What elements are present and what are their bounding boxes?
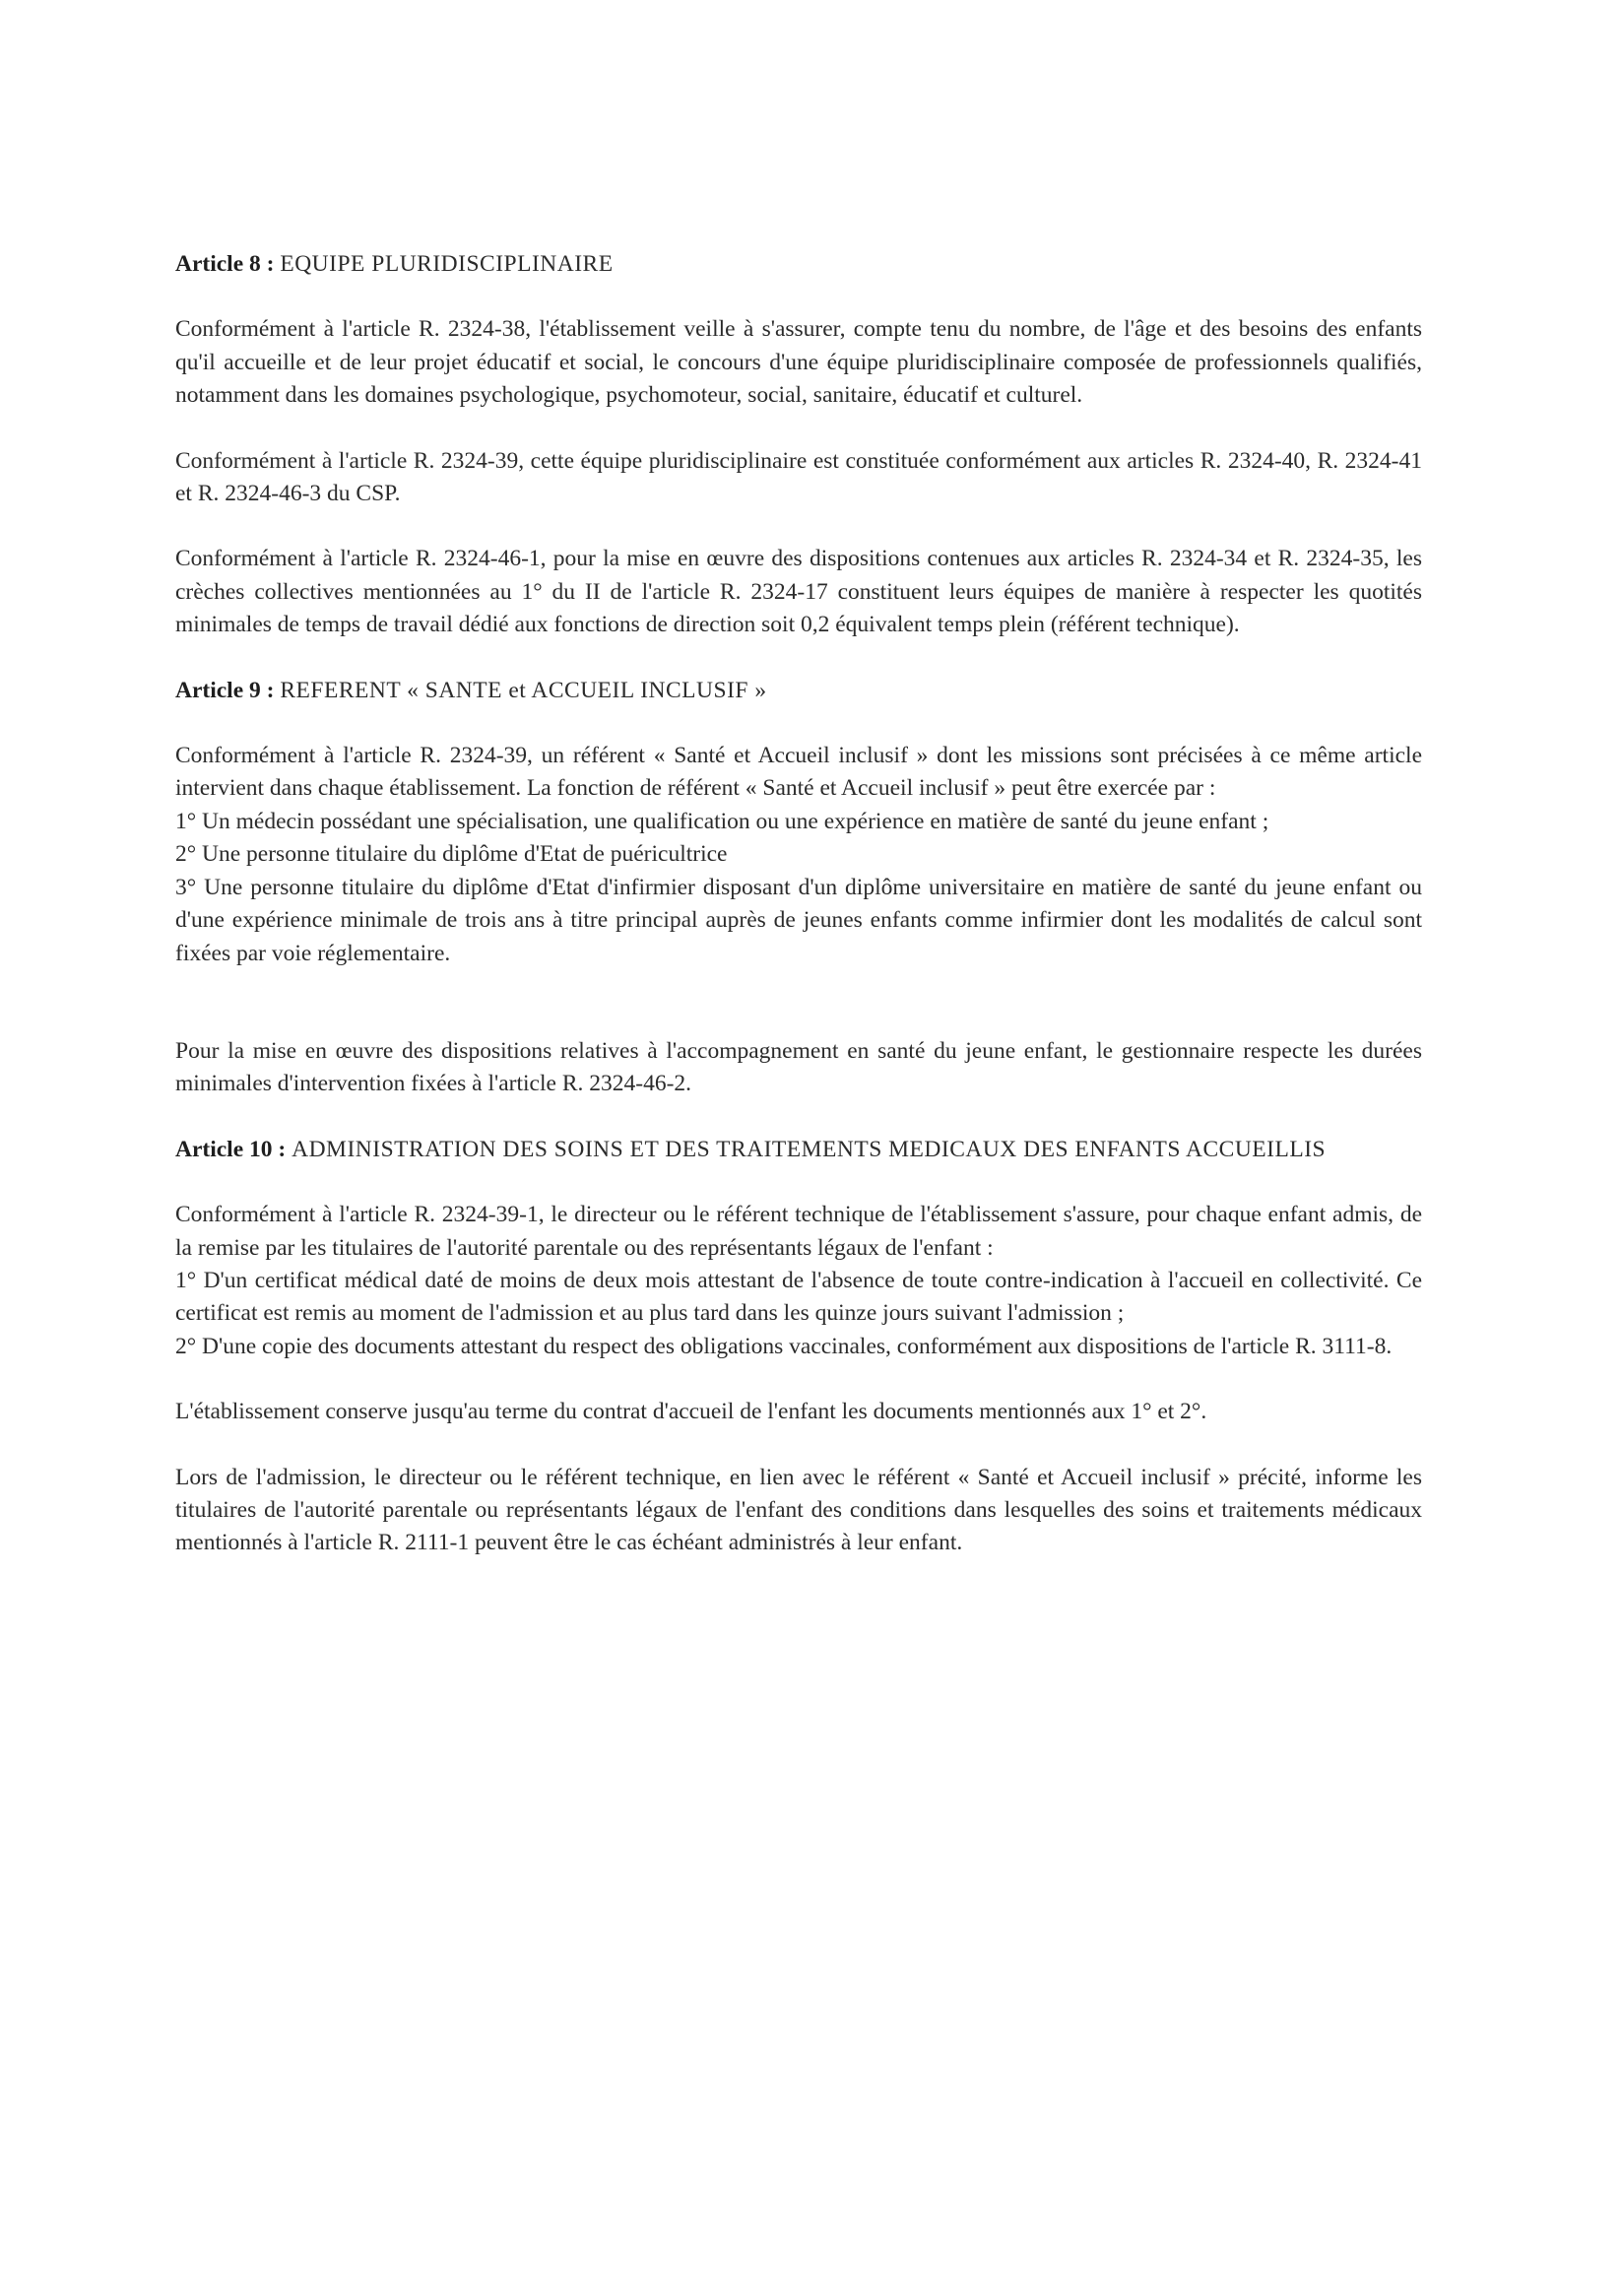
article-10-list-item-1: 1° D'un certificat médical daté de moins de deux mois attestant de l'absence de toute contre-indication à l'accueil en collectivité. Ce certificat est remis au moment de l'admission et au plus tard dans les quinze jours suivant l'admission ; [175, 1267, 1422, 1327]
article-9-list-item-1: 1° Un médecin possédant une spécialisation, une qualification ou une expérience en matière de santé du jeune enfant ; [175, 808, 1269, 834]
document-body [175, 248, 1422, 1560]
article-10-title: ADMINISTRATION DES SOINS ET DES TRAITEMENTS MEDICAUX DES ENFANTS ACCUEILLIS [292, 1136, 1327, 1162]
article-9-paragraph-1: Conformément à l'article R. 2324-39, un référent « Santé et Accueil inclusif » dont les missions sont précisées à ce même article intervient dans chaque établissement. La fonction de référent « Santé et Accueil inclusif » peut être exercée par : [175, 743, 1422, 802]
article-10-paragraph-3: Lors de l'admission, le directeur ou le référent technique, en lien avec le référent « Santé et Accueil inclusif » précité, informe les titulaires de l'autorité parentale ou représentants légaux de l'enfant des conditions dans lesquelles des soins et traitements médicaux mentionnés à l'article R. 2111-1 peuvent être le cas échéant administrés à leur enfant. [175, 1464, 1422, 1556]
article-8-paragraph-2: Conformément à l'article R. 2324-39, cette équipe pluridisciplinaire est constituée conformément aux articles R. 2324-40, R. 2324-41 et R. 2324-46-3 du CSP. [175, 447, 1422, 507]
article-9-list-item-2: 2° Une personne titulaire du diplôme d'Etat de puéricultrice [175, 841, 728, 868]
article-8-label: Article 8 : [175, 251, 275, 277]
article-10-label: Article 10 : [175, 1136, 287, 1162]
article-8-paragraph-3: Conformément à l'article R. 2324-46-1, pour la mise en œuvre des dispositions contenues aux articles R. 2324-34 et R. 2324-35, les crèches collectives mentionnées au 1° du II de l'article R. 2324-17 constituent leurs équipes de manière à respecter les quotités minimales de temps de travail dédié aux fonctions de direction soit 0,2 équivalent temps plein (référent technique). [175, 546, 1422, 638]
article-10-paragraph-2: L'établissement conserve jusqu'au terme du contrat d'accueil de l'enfant les documents mentionnés aux 1° et 2°. [175, 1399, 1207, 1425]
article-10-list-item-2: 2° D'une copie des documents attestant du respect des obligations vaccinales, conformément aux dispositions de l'article R. 3111-8. [175, 1333, 1393, 1359]
article-9-title: REFERENT « SANTE et ACCUEIL INCLUSIF » [280, 677, 767, 703]
article-8-title: EQUIPE PLURIDISCIPLINAIRE [280, 251, 614, 277]
article-9-heading [175, 675, 1422, 707]
article-9-label: Article 9 : [175, 677, 275, 703]
article-10-heading [175, 1134, 1422, 1166]
article-10-paragraph-1: Conformément à l'article R. 2324-39-1, le directeur ou le référent technique de l'établissement s'assure, pour chaque enfant admis, de la remise par les titulaires de l'autorité parentale ou des représentants légaux de l'enfant : [175, 1202, 1422, 1261]
article-8-paragraph-1: Conformément à l'article R. 2324-38, l'établissement veille à s'assurer, compte tenu du nombre, de l'âge et des besoins des enfants qu'il accueille et de leur projet éducatif et social, le concours d'une équipe pluridisciplinaire composée de professionnels qualifiés, notamment dans les domaines psychologique, psychomoteur, social, sanitaire, éducatif et culturel. [175, 316, 1422, 409]
article-9-list-item-3: 3° Une personne titulaire du diplôme d'Etat d'infirmier disposant d'un diplôme universitaire en matière de santé du jeune enfant ou d'une expérience minimale de trois ans à titre principal auprès de jeunes enfants comme infirmier dont les modalités de calcul sont fixées par voie réglementaire. [175, 874, 1422, 966]
article-9-paragraph-2: Pour la mise en œuvre des dispositions relatives à l'accompagnement en santé du jeune enfant, le gestionnaire respecte les durées minimales d'intervention fixées à l'article R. 2324-46-2. [175, 1037, 1422, 1097]
article-8-heading [175, 248, 1422, 281]
